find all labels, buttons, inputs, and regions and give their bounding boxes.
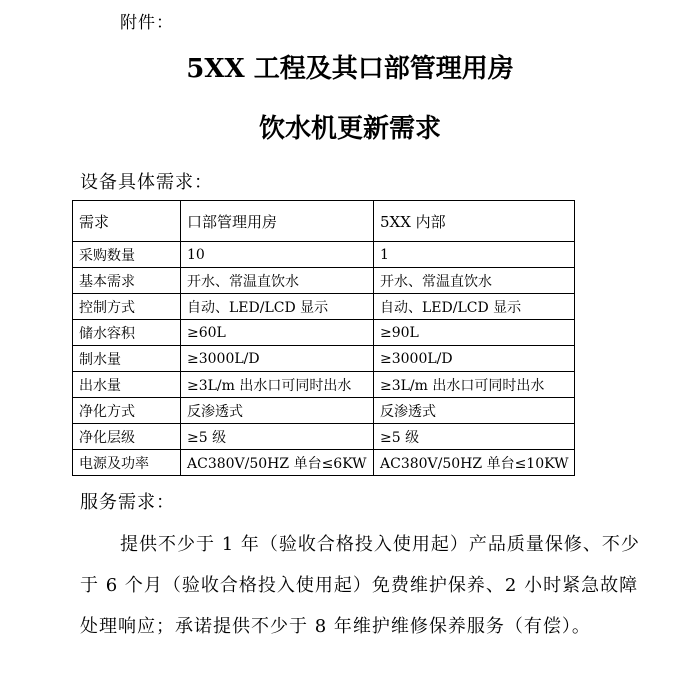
service-requirements-paragraph: 提供不少于 1 年（验收合格投入使用起）产品质量保修、不少于 6 个月（验收合格投入使用起）免费维护保养、2 小时紧急故障处理响应；承诺提供不少于 8 年维护维修保养服务（有偿）。 bbox=[80, 534, 640, 637]
entrance-building-value: 自动、LED/LCD 显示 bbox=[181, 294, 374, 320]
equipment-requirements-heading: 设备具体需求： bbox=[80, 172, 213, 193]
row-label: 电源及功率 bbox=[73, 450, 181, 476]
requirements-table bbox=[72, 200, 575, 476]
table-row bbox=[73, 268, 575, 294]
row-label: 采购数量 bbox=[73, 242, 181, 268]
entrance-building-value: ≥3000L/D bbox=[181, 346, 374, 372]
attachment-label: 附件： bbox=[120, 13, 174, 33]
document-title-line-1: 5XX 工程及其口部管理用房 bbox=[186, 54, 514, 84]
row-label: 控制方式 bbox=[73, 294, 181, 320]
row-label: 基本需求 bbox=[73, 268, 181, 294]
table-row bbox=[73, 372, 575, 398]
row-label: 出水量 bbox=[73, 372, 181, 398]
interior-value: 自动、LED/LCD 显示 bbox=[374, 294, 575, 320]
entrance-building-value: 10 bbox=[181, 242, 374, 268]
row-label: 储水容积 bbox=[73, 320, 181, 346]
row-label: 净化层级 bbox=[73, 424, 181, 450]
table-row bbox=[73, 320, 575, 346]
row-label: 净化方式 bbox=[73, 398, 181, 424]
entrance-building-value: ≥60L bbox=[181, 320, 374, 346]
table-row bbox=[73, 294, 575, 320]
table-row bbox=[73, 242, 575, 268]
table-row bbox=[73, 346, 575, 372]
service-requirements-heading: 服务需求： bbox=[80, 492, 175, 513]
table-row bbox=[73, 424, 575, 450]
entrance-building-value: 反渗透式 bbox=[181, 398, 374, 424]
interior-value: ≥5 级 bbox=[374, 424, 575, 450]
interior-value: AC380V/50HZ 单台≤10KW bbox=[374, 450, 575, 476]
table-row bbox=[73, 450, 575, 476]
interior-value: ≥3L/m 出水口可同时出水 bbox=[374, 372, 575, 398]
row-label: 制水量 bbox=[73, 346, 181, 372]
entrance-building-value: ≥5 级 bbox=[181, 424, 374, 450]
table-row bbox=[73, 398, 575, 424]
header-cell-requirement: 需求 bbox=[73, 201, 181, 242]
interior-value: 开水、常温直饮水 bbox=[374, 268, 575, 294]
header-cell-5xx-interior: 5XX 内部 bbox=[374, 201, 575, 242]
header-cell-entrance-building: 口部管理用房 bbox=[181, 201, 374, 242]
interior-value: 1 bbox=[374, 242, 575, 268]
entrance-building-value: AC380V/50HZ 单台≤6KW bbox=[181, 450, 374, 476]
table-header-row bbox=[73, 201, 575, 242]
entrance-building-value: 开水、常温直饮水 bbox=[181, 268, 374, 294]
interior-value: ≥90L bbox=[374, 320, 575, 346]
entrance-building-value: ≥3L/m 出水口可同时出水 bbox=[181, 372, 374, 398]
interior-value: ≥3000L/D bbox=[374, 346, 575, 372]
interior-value: 反渗透式 bbox=[374, 398, 575, 424]
document-title-line-2: 饮水机更新需求 bbox=[258, 114, 441, 144]
